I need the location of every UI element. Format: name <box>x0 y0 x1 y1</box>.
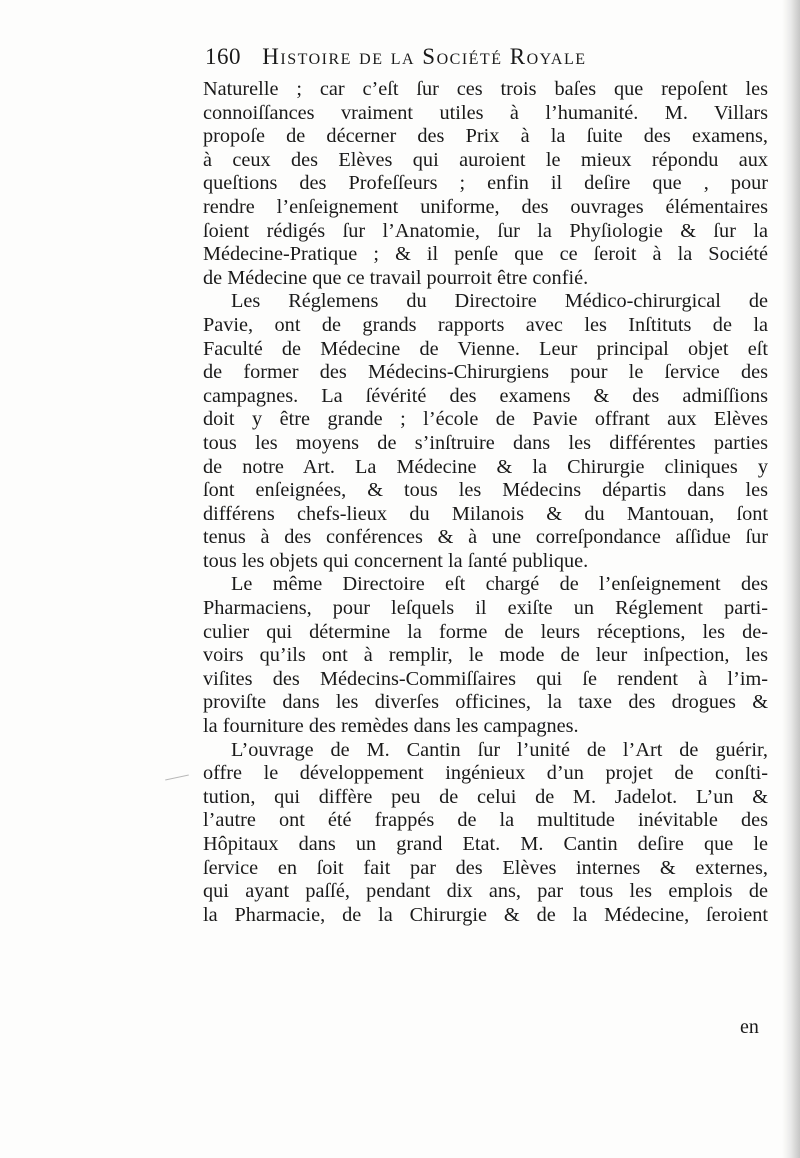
text-line: propoſe de décerner des Prix à la ſuite des examens, <box>203 125 768 148</box>
text-line: L’ouvrage de M. Cantin ſur l’unité de l’Art de guérir, <box>231 738 768 761</box>
text-line: différens chefs-lieux du Milanois & du Mantouan, ſont <box>203 502 768 525</box>
text-line: proviſte dans les diverſes officines, la taxe des drogues & <box>203 691 768 714</box>
text-line: Pharmaciens, pour leſquels il exiſte un Réglement parti- <box>203 597 768 620</box>
text-line: campagnes. La ſévérité des examens & des admiſſions <box>203 384 768 407</box>
body-text <box>203 78 768 927</box>
text-line: tution, qui diffère peu de celui de M. Jadelot. L’un & <box>203 785 768 808</box>
text-line: de former des Médecins-Chirurgiens pour le ſervice des <box>203 361 768 384</box>
text-line: queſtions des Profeſſeurs ; enfin il deſire que , pour <box>203 172 768 195</box>
text-line: Le même Directoire eſt chargé de l’enſeignement des <box>231 573 768 596</box>
text-line: tous les moyens de s’inſtruire dans les différentes parties <box>203 431 768 454</box>
text-line: culier qui détermine la forme de leurs réceptions, les de- <box>203 620 768 643</box>
text-line: l’autre ont été frappés de la multitude inévitable des <box>203 809 768 832</box>
text-line: doit y être grande ; l’école de Pavie offrant aux Elèves <box>203 408 768 431</box>
text-line: qui ayant paſſé, pendant dix ans, par tous les emplois de <box>203 880 768 903</box>
text-line: Médecine-Pratique ; & il penſe que ce ſeroit à la Société <box>203 243 768 266</box>
text-line: à ceux des Elèves qui auroient le mieux répondu aux <box>203 148 768 171</box>
text-line: ſoient rédigés ſur l’Anatomie, ſur la Phyſiologie & ſur la <box>203 219 768 242</box>
text-line: la Pharmacie, de la Chirurgie & de la Médecine, ſeroient <box>203 903 768 926</box>
running-header <box>205 44 745 78</box>
text-line: Les Réglemens du Directoire Médico-chirurgical de <box>231 290 768 313</box>
text-line: viſites des Médecins-Commiſſaires qui ſe rendent à l’im- <box>203 667 768 690</box>
text-line: Naturelle ; car c’eſt ſur ces trois baſes que repoſent les <box>203 78 768 100</box>
text-line: de Médecine que ce travail pourroit être confié. <box>203 266 589 289</box>
text-line: Faculté de Médecine de Vienne. Leur principal objet eſt <box>203 337 768 360</box>
page-gutter-shadow <box>782 0 800 1158</box>
text-line: Hôpitaux dans un grand Etat. M. Cantin deſire que le <box>203 833 768 855</box>
text-line: offre le développement ingénieux d’un projet de conſti- <box>203 762 768 785</box>
page-number: 160 <box>205 44 241 69</box>
text-line: voirs qu’ils ont à remplir, le mode de leur inſpection, les <box>203 644 768 667</box>
text-line: tenus à des conférences & à une correſpondance aſſidue ſur <box>203 526 768 549</box>
text-line: la fourniture des remèdes dans les campagnes. <box>203 715 579 738</box>
margin-pencil-mark <box>165 775 189 781</box>
catchword: en <box>740 1016 759 1038</box>
text-line: Pavie, ont de grands rapports avec les Inſtituts de la <box>203 313 768 336</box>
text-line: tous les objets qui concernent la ſanté publique. <box>203 549 589 572</box>
text-line: ſervice en ſoit fait par des Elèves internes & externes, <box>203 856 768 879</box>
text-line: rendre l’enſeignement uniforme, des ouvrages élémentaires <box>203 195 768 218</box>
running-title: Histoire de la Société Royale <box>262 44 587 69</box>
text-line: ſont enſeignées, & tous les Médecins départis dans les <box>203 479 768 502</box>
text-line: connoiſſances vraiment utiles à l’humanité. M. Villars <box>203 101 768 124</box>
text-line: de notre Art. La Médecine & la Chirurgie cliniques y <box>203 455 768 478</box>
